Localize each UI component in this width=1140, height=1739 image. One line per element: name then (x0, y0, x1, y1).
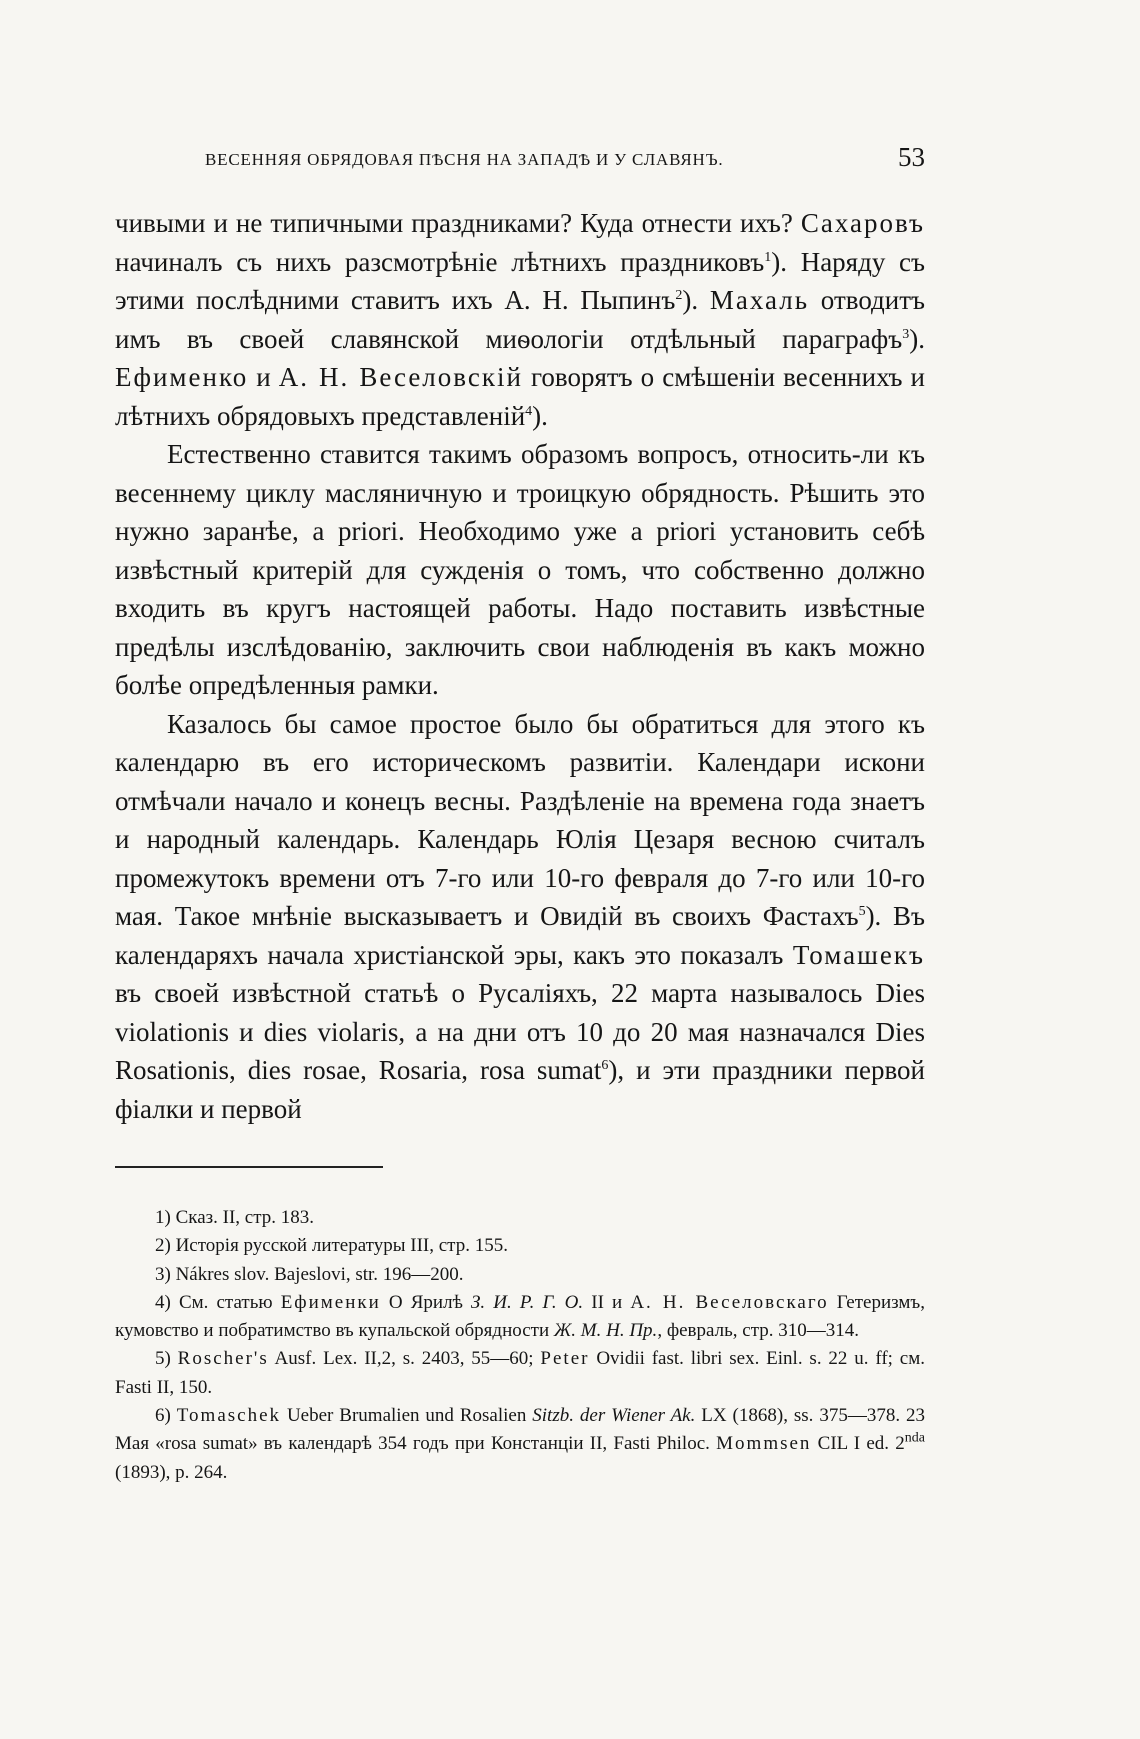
author-name: Сахаровъ (800, 208, 925, 238)
footnote-ref[interactable]: 2 (675, 288, 683, 303)
body-text (115, 204, 925, 1128)
text-run: ), и эти праздники первой фіалки и первой (115, 1055, 925, 1124)
footnote-1: 1) Сказ. II, стр. 183. (155, 1207, 315, 1228)
running-head-title: ВЕСЕННЯЯ ОБРЯДОВАЯ ПѢСНЯ НА ЗАПАДѢ И У СЛАВЯНЪ. (205, 150, 724, 169)
paragraph-3 (115, 705, 925, 1129)
footnotes (115, 1204, 925, 1487)
text-run: ). (909, 323, 925, 354)
author-name: Томашекъ (792, 939, 925, 970)
text-run: (1893), p. 264. (115, 1461, 228, 1483)
author-name: Roscher's (177, 1348, 269, 1370)
author-name: А. Н. Пыпинъ (504, 285, 676, 315)
text-run: чивыми и не типичными праздниками? Куда отнести ихъ? (115, 208, 801, 238)
running-head (115, 140, 925, 180)
text-run: 6) (155, 1405, 177, 1427)
author-name: Ефименки (280, 1291, 381, 1313)
footnote-ref[interactable]: 1 (764, 249, 772, 265)
footnote-divider (115, 1166, 383, 1168)
author-name: Tomaschek (176, 1405, 282, 1427)
superscript: nda (904, 1431, 925, 1447)
text-run: и (248, 362, 279, 392)
text-run: О Ярилѣ (380, 1291, 472, 1313)
text-run: ). (532, 400, 548, 431)
paragraph-2: Естественно ставится такимъ образомъ вопросъ, относить-ли къ весеннему циклу масляничную и троицкую обрядность. Рѣшить это нужно заранѣе, a priori. Необходимо уже a priori установить себѣ извѣстный критерій для сужденія о томъ, что собственно должно входить въ кругъ настоящей работы. Надо поставить извѣстные предѣлы изслѣдованію, заключить свои наблюденія въ какъ можно болѣе опредѣленныя рамки. (115, 439, 925, 700)
text-run: , февраль, стр. 310—314. (657, 1320, 859, 1342)
footnote-ref[interactable]: 4 (525, 403, 533, 419)
text-run: LX (1868), ss. 375—378. 23 Мая «rosa sumat» въ календарѣ 354 годъ при Констанціи II, Fasti Philoc. (115, 1405, 926, 1455)
journal-name: Ж. М. Н. Пр. (553, 1320, 658, 1342)
paragraph-1 (115, 204, 925, 435)
text-run: ). Въ календаряхъ начала христіанской эры, какъ это показалъ (115, 901, 926, 970)
footnote-ref[interactable]: 6 (601, 1058, 609, 1073)
author-name: А. Н. Веселовскаго (630, 1291, 829, 1313)
text-run: Казалось бы самое простое было бы обратиться для этого къ календарю въ его историческомъ развитіи. Календари искони отмѣчали начало и конецъ весны. Раздѣленіе на времена года знаетъ и народный календарь. Календарь Юлія Цезаря весною считалъ промежутокъ времени отъ 7-го или 10-го февраля до 7-го или 10-го мая. Такое мнѣніе высказываетъ и Овидій въ своихъ Фастахъ (115, 708, 925, 931)
footnote-ref[interactable]: 3 (902, 326, 910, 342)
text-run: Гетеризмъ, кумовство и побратимство въ купальской обрядности (115, 1291, 925, 1342)
text-run: въ своей извѣстной статьѣ о Русаліяхъ, 22 марта называлось Dies violationis и dies violaris, а на дни отъ 10 до 20 мая назначался Dies Rosationis, dies rosae, Rosaria, rosa sumat (115, 978, 925, 1085)
text-run: отводитъ имъ въ своей славянской миѳологіи отдѣльный параграфъ (115, 285, 925, 354)
text-run: Ovidii fast. libri sex. Einl. s. 22 u. ff; см. Fasti II, 150. (115, 1348, 925, 1398)
text-run: 4) См. статью (155, 1291, 281, 1313)
footnote-5 (115, 1345, 925, 1402)
page-number: 53 (898, 142, 925, 172)
footnote-6 (115, 1402, 925, 1487)
footnote-ref[interactable]: 5 (858, 904, 866, 919)
text-run: Ueber Brumalien und Rosalien (281, 1405, 533, 1427)
text-run: ). (682, 285, 710, 315)
book-page (115, 140, 925, 1487)
footnote-3: 3) Nákres slov. Bajeslovi, str. 196—200. (155, 1263, 464, 1285)
author-name: Peter (540, 1348, 590, 1370)
text-run: Ausf. Lex. II,2, s. 2403, 55—60; (268, 1348, 541, 1370)
text-run: ). Наряду съ этими послѣдними ставитъ ихъ (115, 246, 925, 315)
journal-name: З. И. Р. Г. О. (471, 1291, 584, 1313)
author-name: Mommsen (716, 1433, 812, 1455)
footnote-2: 2) Исторія русской литературы III, стр. 155. (155, 1235, 508, 1257)
text-run: II и (583, 1291, 631, 1313)
text-run: 5) (155, 1348, 178, 1370)
text-run: начиналъ съ нихъ разсмотрѣніе лѣтнихъ праздниковъ (115, 246, 765, 277)
author-name: Махаль (709, 285, 810, 315)
journal-name: Sitzb. der Wiener Ak. (532, 1405, 696, 1427)
author-name: А. Н. Веселовскій (278, 362, 523, 392)
author-name: Ефименко (115, 362, 249, 392)
footnote-4 (115, 1289, 925, 1346)
text-run: CIL I ed. 2 (811, 1433, 905, 1455)
text-run: говорятъ о смѣшеніи весеннихъ и лѣтнихъ обрядовыхъ представленій (115, 362, 926, 431)
